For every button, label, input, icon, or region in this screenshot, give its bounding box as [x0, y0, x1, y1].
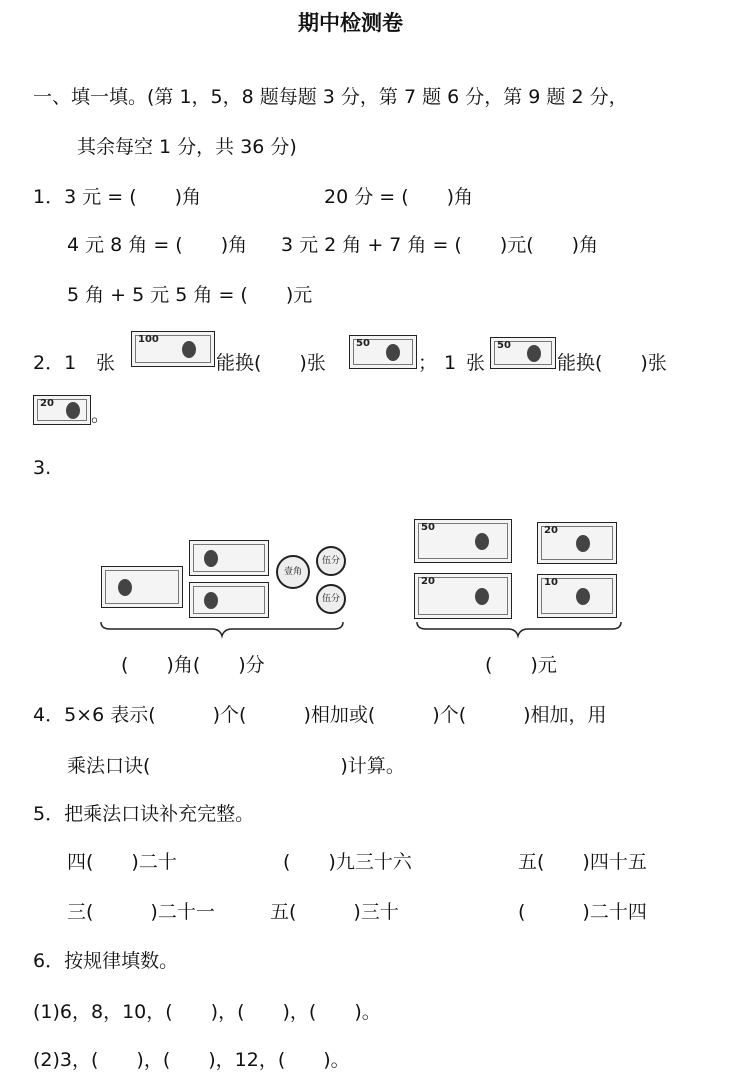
- q5-item: 四( )二十: [67, 851, 177, 873]
- banknote-5jiao-icon: [101, 566, 183, 608]
- coin-1jiao-icon: [276, 555, 310, 589]
- q6-line2: (2)3，( )，( )，12，( )。: [33, 1049, 350, 1071]
- banknote-20yuan-icon: [537, 522, 617, 564]
- q2-semicolon: ；: [418, 352, 438, 374]
- q5-item: ( )九三十六: [283, 851, 412, 873]
- q5-item: 五( )三十: [270, 901, 399, 923]
- coin-label: 伍分: [321, 594, 340, 604]
- q4-line1: 4．5×6 表示( )个( )相加或( )个( )相加，用: [33, 704, 607, 726]
- section1-heading: 一、填一填。(第 1，5，8 题每题 3 分，第 7 题 6 分，第 9 题 2 分，: [33, 86, 628, 108]
- banknote-50yuan-icon: [414, 519, 512, 563]
- banknote-20yuan-icon: [414, 573, 512, 619]
- note-label: 20: [40, 398, 54, 409]
- q1-line3: 5 角 + 5 元 5 角 = ( )元: [67, 284, 313, 306]
- note-label: 100: [138, 334, 159, 345]
- q6-heading: 6．按规律填数。: [33, 950, 179, 972]
- q3-left-answer: ( )角( )分: [121, 654, 265, 676]
- q1-line1b: 20 分 = ( )角: [324, 186, 474, 208]
- q2-zhang-1: 张: [96, 352, 116, 374]
- note-label: 50: [356, 338, 370, 349]
- q5-item: 三( )二十一: [67, 901, 215, 923]
- q2-exchange-text-1: 能换( )张: [216, 352, 326, 374]
- q3-number: 3.: [33, 457, 52, 479]
- note-label: 50: [497, 340, 511, 351]
- coin-label: 伍分: [321, 556, 340, 566]
- banknote-20-icon: [33, 395, 91, 425]
- q1-line2b: 3 元 2 角 + 7 角 = ( )元( )角: [281, 234, 599, 256]
- banknote-2jiao-icon: [189, 540, 269, 576]
- q5-item: ( )二十四: [518, 901, 647, 923]
- q5-heading: 5．把乘法口诀补充完整。: [33, 803, 255, 825]
- left-brace: [100, 621, 344, 637]
- banknote-50-icon: [349, 335, 417, 369]
- q6-line1: (1)6，8，10，( )，( )，( )。: [33, 1001, 381, 1023]
- section1-heading-cont: 其余每空 1 分，共 36 分): [77, 136, 297, 158]
- q5-item: 五( )四十五: [518, 851, 647, 873]
- right-brace: [416, 621, 622, 637]
- coin-5fen-icon: [316, 546, 346, 576]
- q4-line2: 乘法口诀( )计算。: [67, 755, 405, 777]
- banknote-50-icon: [490, 337, 556, 369]
- q1-line2a: 4 元 8 角 = ( )角: [67, 234, 248, 256]
- banknote-2jiao-icon: [189, 582, 269, 618]
- q2-number: 2．1: [33, 352, 77, 374]
- q2-exchange-text-2: 能换( )张: [557, 352, 667, 374]
- coin-5fen-icon: [316, 584, 346, 614]
- note-label: 20: [421, 576, 435, 587]
- note-label: 10: [544, 577, 558, 588]
- page-title: 期中检测卷: [298, 11, 403, 35]
- q3-right-answer: ( )元: [485, 654, 557, 676]
- coin-label: 壹角: [283, 567, 302, 577]
- q2-one: 1: [444, 352, 457, 374]
- note-label: 50: [421, 522, 435, 533]
- banknote-10yuan-icon: [537, 574, 617, 618]
- note-label: 20: [544, 525, 558, 536]
- q2-zhang-2: 张: [466, 352, 486, 374]
- q2-period: 。: [91, 404, 111, 426]
- banknote-100-icon: [131, 331, 215, 367]
- q1-line1a: 1．3 元 = ( )角: [33, 186, 202, 208]
